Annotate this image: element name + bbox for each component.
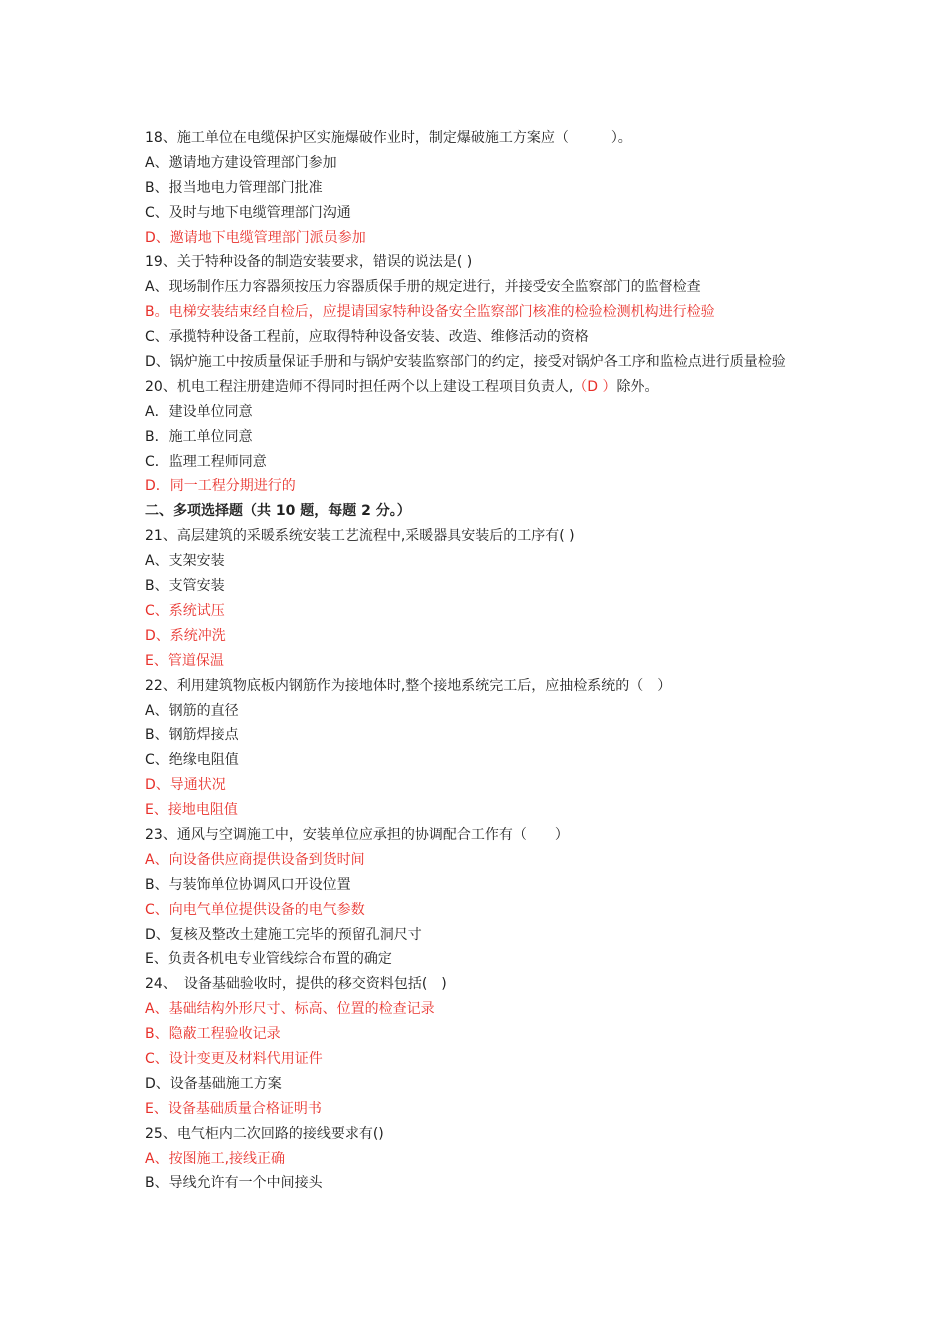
- q24-option-a-answer: A、基础结构外形尺寸、标高、位置的检查记录: [145, 1001, 435, 1018]
- q21-stem: 21、高层建筑的采暖系统安装工艺流程中,采暖器具安装后的工序有( ): [145, 528, 575, 545]
- q20-option-d-answer: D．同一工程分期进行的: [145, 478, 296, 495]
- q18-option-a: A、邀请地方建设管理部门参加: [145, 154, 337, 171]
- q20-answer-mark: （D ）: [573, 378, 617, 395]
- q21-option-d-answer: D、系统冲洗: [145, 627, 226, 644]
- q24-option-b-answer: B、隐蔽工程验收记录: [145, 1026, 281, 1043]
- q25-stem: 25、电气柜内二次回路的接线要求有(): [145, 1125, 384, 1142]
- q22-option-c: C、绝缘电阻值: [145, 752, 239, 769]
- q22-stem: 22、利用建筑物底板内钢筋作为接地体时,整个接地系统完工后，应抽检系统的（ ）: [145, 677, 672, 694]
- q21-option-b: B、支管安装: [145, 578, 225, 595]
- q20-stem-suffix: 除外。: [616, 378, 659, 395]
- q19-option-c: C、承揽特种设备工程前，应取得特种设备安装、改造、维修活动的资格: [145, 329, 589, 346]
- q22-option-d-answer: D、导通状况: [145, 777, 226, 794]
- q22-option-e-answer: E、接地电阻值: [145, 802, 238, 819]
- q24-option-e-answer: E、设备基础质量合格证明书: [145, 1100, 322, 1117]
- section-title-multiple-choice: 二、多项选择题（共 10 题，每题 2 分。）: [145, 503, 411, 520]
- q25-option-b: B、导线允许有一个中间接头: [145, 1175, 323, 1192]
- q20-stem-text: 20、机电工程注册建造师不得同时担任两个以上建设工程项目负责人,: [145, 378, 574, 395]
- q24-stem: 24、 设备基础验收时，提供的移交资料包括( ): [145, 976, 447, 993]
- q21-option-a: A、支架安装: [145, 553, 225, 570]
- q20-option-b: B．施工单位同意: [145, 428, 253, 445]
- q18-option-b: B、报当地电力管理部门批准: [145, 179, 323, 196]
- q21-option-e-answer: E、管道保温: [145, 652, 224, 669]
- q18-option-c: C、及时与地下电缆管理部门沟通: [145, 204, 351, 221]
- q23-option-b: B、与装饰单位协调风口开设位置: [145, 876, 351, 893]
- q18-option-d-answer: D、邀请地下电缆管理部门派员参加: [145, 229, 366, 246]
- document-page: [145, 126, 815, 1196]
- q18-stem: 18、施工单位在电缆保护区实施爆破作业时，制定爆破施工方案应（ ）。: [145, 130, 632, 146]
- q23-option-c-answer: C、向电气单位提供设备的电气参数: [145, 901, 365, 918]
- q24-option-c-answer: C、设计变更及材料代用证件: [145, 1050, 323, 1067]
- q20-option-a: A．建设单位同意: [145, 403, 253, 420]
- q20-option-c: C．监理工程师同意: [145, 453, 267, 470]
- q19-option-b-answer: B。电梯安装结束经自检后，应提请国家特种设备安全监察部门核准的检验检测机构进行检验: [145, 304, 715, 321]
- q21-option-c-answer: C、系统试压: [145, 602, 225, 619]
- q22-option-b: B、钢筋焊接点: [145, 727, 239, 744]
- q22-option-a: A、钢筋的直径: [145, 702, 239, 719]
- q23-stem: 23、通风与空调施工中，安装单位应承担的协调配合工作有（ ）: [145, 826, 569, 843]
- q19-option-a: A、现场制作压力容器须按压力容器质保手册的规定进行，并接受安全监察部门的监督检查: [145, 279, 701, 296]
- q23-option-e: E、负责各机电专业管线综合布置的确定: [145, 951, 392, 968]
- q20-stem: [145, 375, 815, 400]
- q19-option-d: D、锅炉施工中按质量保证手册和与锅炉安装监察部门的约定，接受对锅炉各工序和监检点进行质量检验: [145, 354, 786, 371]
- q24-option-d: D、设备基础施工方案: [145, 1075, 282, 1092]
- q19-stem: 19、关于特种设备的制造安装要求，错误的说法是( ): [145, 254, 473, 271]
- q23-option-d: D、复核及整改土建施工完毕的预留孔洞尺寸: [145, 926, 422, 943]
- q23-option-a-answer: A、向设备供应商提供设备到货时间: [145, 851, 365, 868]
- q25-option-a-answer: A、按图施工,接线正确: [145, 1150, 286, 1167]
